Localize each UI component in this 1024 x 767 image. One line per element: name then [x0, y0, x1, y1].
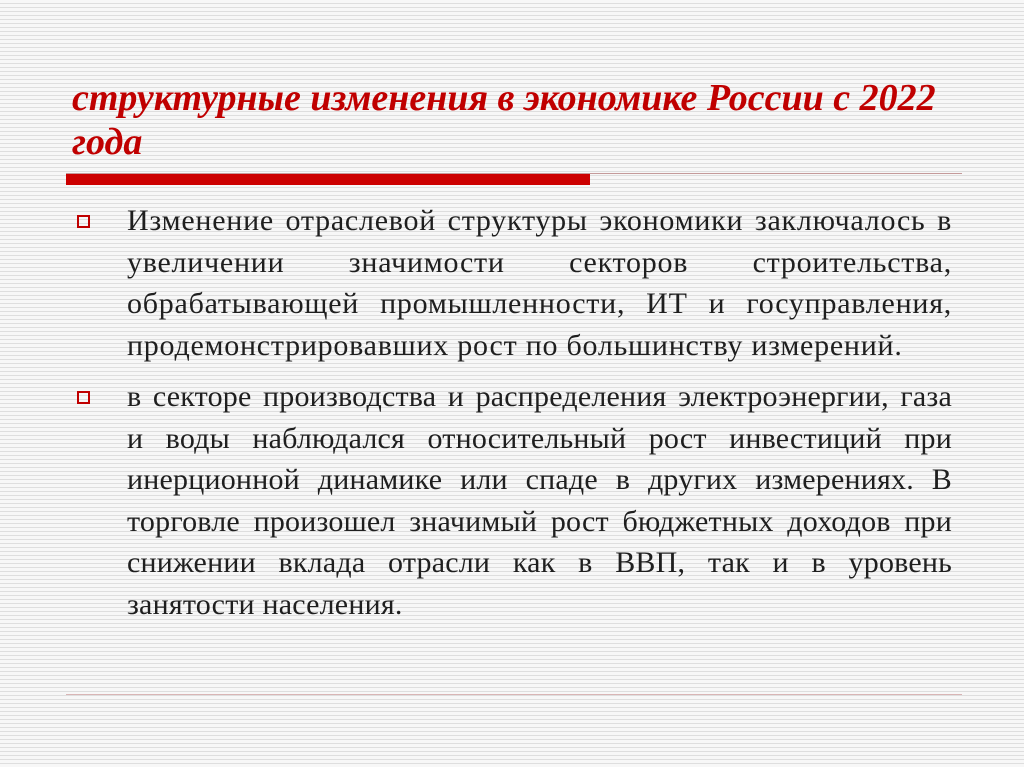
bullet-list [74, 200, 952, 635]
hollow-square-bullet-icon [77, 215, 90, 228]
hollow-square-bullet-icon [77, 391, 90, 404]
bullet-item-sector-structure [74, 200, 952, 366]
bullet-text: в секторе производства и распределения электроэнергии, газа и воды наблюдался относительный рост инвестиций при инерционной динамике или спаде в других измерениях. В торговле произошел значимый рост бюджетных доходов при снижении вклада отрасли как в ВВП, так и в уровень занятости населения. [127, 380, 952, 621]
footer-divider-line [66, 694, 962, 695]
slide-title: структурные изменения в экономике России с 2022 года [72, 77, 936, 163]
title-accent-bar [66, 174, 590, 185]
bullet-item-energy-trade [74, 376, 952, 625]
bullet-text: Изменение отраслевой структуры экономики заключалось в увеличении значимости секторов строительства, обрабатывающей промышленности, ИТ и госуправления, продемонстрировавших рост по большинству измерений. [127, 204, 952, 362]
